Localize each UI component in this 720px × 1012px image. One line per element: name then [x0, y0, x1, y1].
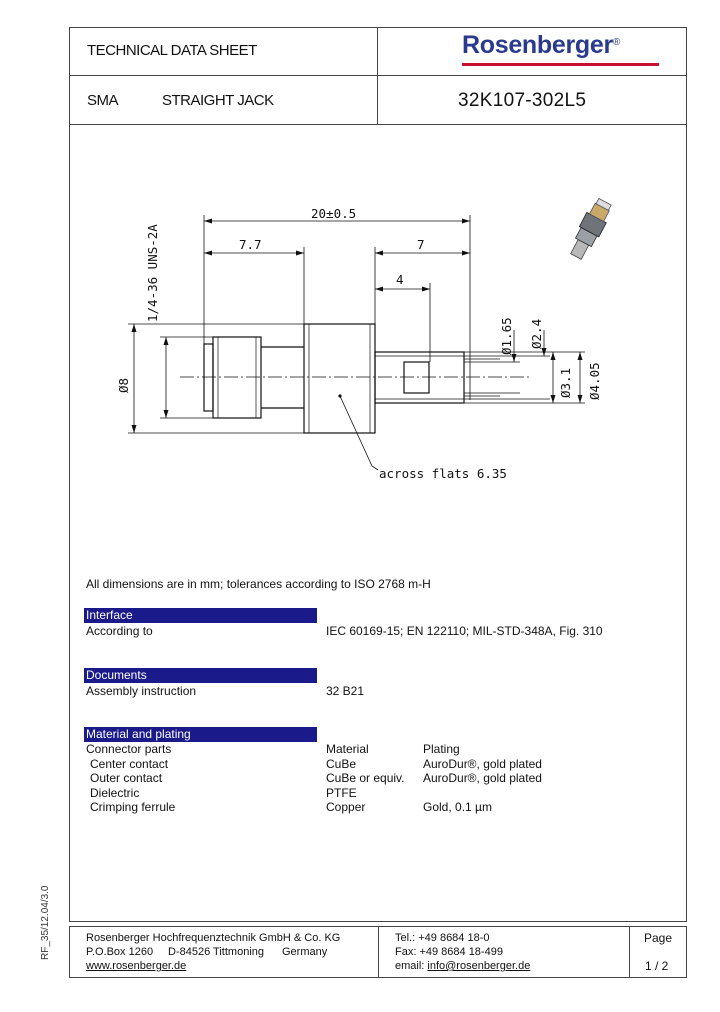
interface-value: IEC 60169-15; EN 122110; MIL-STD-348A, Fig. 310	[326, 624, 603, 638]
material-col-plating: Plating	[423, 742, 460, 756]
footer-email-label: email:	[395, 960, 425, 972]
dim-dia-2-text: Ø2.4	[529, 318, 544, 349]
connector-outline	[204, 324, 464, 433]
material-row-plating: AuroDur®, gold plated	[423, 757, 542, 771]
documents-value: 32 B21	[326, 684, 365, 698]
material-row-part: Outer contact	[90, 771, 163, 785]
material-col-parts: Connector parts	[86, 742, 172, 756]
dim-dia-3-text: Ø3.1	[558, 367, 573, 398]
header-divider-h	[69, 75, 687, 76]
product-thumbnail	[566, 197, 615, 262]
header-divider-v	[377, 27, 378, 125]
brand-name: Rosenberger	[462, 31, 613, 59]
material-row-plating: Gold, 0.1 µm	[423, 800, 492, 814]
section-interface: Interface	[84, 608, 317, 623]
interface-label: According to	[86, 624, 153, 638]
dim-body-dia-text: Ø8	[116, 377, 131, 393]
footer-country: Germany	[282, 946, 328, 958]
footer-email-row	[395, 959, 530, 974]
cable-lines	[464, 359, 500, 396]
leader-dot	[338, 394, 341, 397]
footer-website-link[interactable]: www.rosenberger.de	[86, 960, 187, 972]
dim-ferrule-text: 4	[396, 272, 404, 287]
material-row-plating: AuroDur®, gold plated	[423, 771, 542, 785]
section-documents: Documents	[84, 668, 317, 683]
footer-tel: Tel.: +49 8684 18-0	[395, 932, 490, 944]
side-document-code: RF_35/12.04/3.0	[40, 885, 51, 960]
dim-thread-text: 1/4-36 UNS-2A	[145, 224, 160, 322]
dim-left-text: 7.7	[239, 237, 262, 252]
brand-logo	[462, 31, 672, 69]
dim-dia-1-text: Ø1.65	[499, 317, 514, 355]
footer-divider-1	[378, 926, 379, 978]
product-description: STRAIGHT JACK	[162, 92, 274, 109]
dim-dia-4-text: Ø4.05	[587, 362, 602, 400]
material-row-material: Copper	[326, 800, 366, 814]
page-label: Page	[644, 931, 673, 945]
material-row-part: Center contact	[90, 757, 169, 771]
dimensions-note: All dimensions are in mm; tolerances according to ISO 2768 m-H	[86, 577, 431, 591]
material-row-material: PTFE	[326, 786, 357, 800]
documents-label: Assembly instruction	[86, 684, 197, 698]
across-flats-text: across flats 6.35	[379, 466, 507, 481]
footer-pobox: P.O.Box 1260	[86, 946, 154, 958]
technical-drawing	[69, 124, 687, 524]
dimension-arrows	[132, 219, 583, 434]
footer-fax: Fax: +49 8684 18-499	[395, 946, 503, 958]
material-row-part: Dielectric	[90, 786, 140, 800]
material-col-material: Material	[326, 742, 369, 756]
footer-company: Rosenberger Hochfrequenztechnik GmbH & Co. KG	[86, 932, 341, 944]
brand-underline	[462, 63, 659, 66]
series-label: SMA	[87, 92, 119, 109]
doc-type-title: TECHNICAL DATA SHEET	[87, 42, 257, 59]
footer-email-link[interactable]: info@rosenberger.de	[427, 960, 531, 972]
material-row-material: CuBe or equiv.	[326, 771, 405, 785]
footer-divider-2	[629, 926, 630, 978]
part-number: 32K107-302L5	[458, 90, 587, 111]
page-number: 1 / 2	[645, 959, 669, 973]
dim-right-text: 7	[417, 237, 425, 252]
brand-registered-mark: ®	[612, 37, 621, 48]
footer-city: D-84526 Tittmoning	[168, 946, 264, 958]
section-material: Material and plating	[84, 727, 317, 742]
dim-overall-text: 20±0.5	[311, 206, 357, 221]
dimension-lines	[128, 215, 585, 470]
material-row-material: CuBe	[326, 757, 357, 771]
material-row-part: Crimping ferrule	[90, 800, 176, 814]
